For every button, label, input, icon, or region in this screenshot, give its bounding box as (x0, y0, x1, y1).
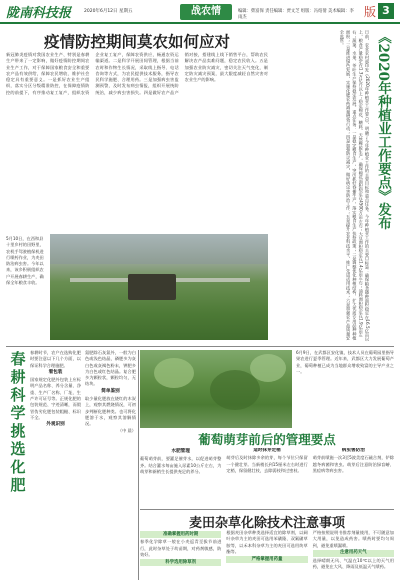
grape-subhead-1: 水肥管理 (171, 449, 190, 454)
wheat-article-title: 麦田杂草化除技术注意事项 (188, 516, 345, 531)
wheat-text-3: 严格按照说明书推荐剂量使用，不可随意加大用量，以免造成药害。喷药时要均匀周到，避免重喷漏喷。 (312, 530, 394, 548)
grape-text-3: 萌芽前喷施一次3至5波美度石硫合剂，铲除越冬病菌和害虫。萌芽后注意防治绿盲蝽、黑痘病等病虫害。 (312, 455, 394, 473)
spring-subhead-1: 看包装 (48, 369, 63, 375)
spring-text-3: 取少量化肥放在烧红的木炭上，观察其燃烧情况，可初步判断化肥种类。也可将化肥溶于水，观察其溶解情况。 (85, 396, 136, 427)
grape-article-title: 葡萄萌芽前后的管理要点 (198, 432, 336, 447)
page-marker: 版 (363, 5, 376, 19)
page-number: 3 (378, 3, 394, 19)
spring-subhead-2: 外观识别 (46, 422, 65, 428)
wheat-subhead-4: 注意用药天气 (313, 550, 394, 557)
spring-article-title: 春耕科学挑选化肥 (10, 350, 26, 494)
side-article-body: 日前，农业农村部印发《2020年种植业工作要点》，明确了今年种植业工作的主要目标和重点任务。今年种植业工作的主要目标是：确保粮食播种面积稳定在16.5亿亩以上，粮食产量稳定在1.3万亿斤以上；稳定棉花、糖料、天然橡胶生产，确保棉花面积稳定在4500万亩左右；大豆面积稳定在1.4亿亩左右；油料面积稳定在1.9亿亩左右；蔬菜、水果、茶叶生产保持稳定发展。重点任务：一是稳定粮食生产，突出抓好春播生产，落实粮食生产扶持政策；二是调整优化种植结构，扩大优质专用品种种植面积；三是推进绿色发展，实施化肥农药减量增效行动；四是加强防灾减灾，做好病虫害防治工作；五是提升农业科技水平，推广先进适用技术；六是加强农产品质量安全监管。 (339, 30, 370, 342)
section-divider (6, 346, 394, 347)
grape-text-1: 葡萄萌芽前，要灌足催芽水，以促进萌芽整齐。结合灌水每亩施入尿素10公斤左右，为萌芽和新梢生长提供充足的养分。 (140, 456, 222, 474)
spring-credit: （中 晨） (117, 427, 136, 433)
spring-subhead-3: 简单鉴别 (101, 388, 120, 394)
wheat-subhead-1: 准确掌握用药时期 (140, 531, 221, 538)
section-banner: 战农情 (180, 4, 232, 20)
section-divider (140, 509, 394, 510)
spring-text-1: 国家规定化肥外包装上应标明产品名称、养分含量、净重、生产厂名称、厂址、生产许可证号等。正规化肥的包装规范、字迹清晰，而假冒伪劣化肥包装粗糙、标识不全。 (30, 377, 81, 420)
wheat-article-body (140, 530, 394, 582)
wheat-text-2: 根据麦田杂草种类选择适宜的除草剂，以阔叶杂草为主的麦田可选用苯磺隆、双氟磺草胺等，以禾本科杂草为主的麦田可选用炔草酯等。 (226, 530, 308, 554)
editor-credits: 编辑：柴富保 责任编辑：贾文芝 组版：冯绍倩 美术编辑：李雨杰 (238, 9, 354, 20)
grape-subhead-3: 病虫害防治 (341, 448, 365, 453)
wheat-text-4: 选择晴朗无风、气温在10℃以上的天气用药，避免在大风、降雨及低温天气喷药。 (312, 558, 394, 570)
page-header (0, 0, 400, 24)
side-article-title: 《2020年种植业工作要点》发布 (375, 30, 391, 230)
grape-article-body (140, 448, 394, 508)
spring-article-body (30, 350, 136, 580)
grape-vine-photo (140, 350, 292, 428)
column-divider (138, 350, 139, 580)
photo-caption: 5月10日，在西和县十里乡村的田野里，农机手驾驶植保机进行喷药作业，为麦田防治病虫害。今年以来，该乡积极组织农户开展春耕生产，确保全年粮食丰收。 (6, 236, 44, 286)
wheat-subhead-3: 严格掌握用药量 (226, 556, 307, 563)
spring-intro: 春耕时节，农户在选购化肥时要注意以下几个方面，以保证科学合理施肥。 (30, 350, 81, 368)
newspaper-name: 陇南科技报 (6, 6, 72, 21)
wheat-subhead-2: 科学选用除草剂 (140, 559, 221, 566)
wheat-text-1: 春季化学除草一般在小麦返青至拔节前进行，此时杂草处于幼苗期，对药剂敏感，防效好。 (140, 539, 222, 557)
grape-text-2: 萌芽后及时抹除多余的芽，每个节位只保留一个健壮芽。当新梢长到15厘米左右时进行定梢，保留健壮枝，去除弱枝和过密枝。 (226, 455, 308, 473)
grape-subhead-2: 适时抹芽定梢 (253, 448, 281, 453)
tractor-spraying-photo (50, 234, 268, 340)
main-article-body: 新冠肺炎疫情对我国农业生产、特别是春耕生产带来了一定影响，做好疫情防控期间农业生产工作，对于保障国家粮食安全和重要农产品有效供给，保障农民增收、维护社会稳定具有重要意义。一是抓好农业生产组织，落实分区分级精准防控，在保障疫情防控的前提下，有序推动复工复产，组织农资企业复工复产，保障农资供应，畅通农资运输渠道。二是科学开展田间管理，根据当前农时和作物生长情况，采取线上指导、电话咨询等方式，为农民提供技术服务，指导农民科学施肥、合理用药。三是加强病虫害监测预警，及时发布病虫情报，组织开展统防统治，减少病虫害损失。四是做好农产品产销对接，搭建线上线下销售平台，帮助农民解决农产品卖难问题，稳定农民收入。五是加强农业防灾减灾，密切关注天气变化，制定防灾减灾预案，最大限度减轻自然灾害对农业生产的影响。 (6, 52, 268, 95)
spring-text-2: 氮肥除石灰氮外，一般为白色或浅色结晶，磷肥多为灰白色或灰褐色粉末，钾肥多为白色或红色结晶。复合肥多为颗粒状，颗粒均匀，无结块。 (85, 350, 136, 387)
grape-photo-caption: 6月9日，在武都区安化镇，技术人员在葡萄园里指导果农进行夏季管理。近年来，武都区大力发展葡萄产业，葡萄种植已成为当地群众增收致富的主导产业之一。 (296, 350, 394, 374)
issue-date: 2020年6月12日 星期五 (84, 9, 133, 14)
main-article-title: 疫情防控期间莫农如何应对 (43, 32, 230, 51)
